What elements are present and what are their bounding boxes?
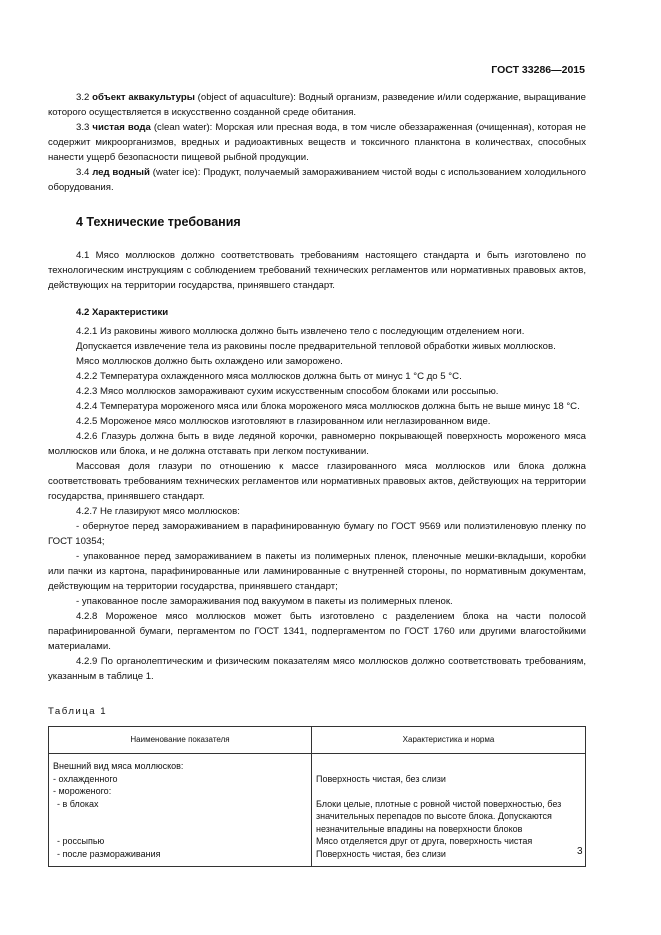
table-1 — [48, 726, 586, 867]
section-title: 4 Технические требования — [76, 215, 241, 229]
paragraph: 4.2.4 Температура мороженого мяса или блока мороженого мяса моллюсков должна быть не выше минус 18 °С. — [76, 401, 580, 412]
table-cell: Мясо отделяется друг от друга, поверхность чистая — [312, 835, 586, 848]
table-cell — [312, 785, 586, 798]
table-row — [49, 754, 586, 773]
table-caption: Таблица 1 — [48, 706, 108, 717]
paragraph: 4.2.2 Температура охлажденного мяса моллюсков должна быть от минус 1 °С до 5 °С. — [76, 371, 462, 382]
table-cell — [312, 754, 586, 773]
table-cell: Блоки целые, плотные с ровной чистой поверхностью, без значительных перепадов по высоте блока. Допускаются незначительные впадины на поверхности блоков — [312, 798, 586, 836]
definition-3-2: 3.2 объект аквакультуры (object of aquaculture): Водный организм, разведение и/или содержание, выращивание которого осуществляется в искусственно созданной среде обитания. — [48, 92, 586, 118]
table-cell: Поверхность чистая, без слизи — [312, 773, 586, 786]
table-row — [49, 835, 586, 848]
paragraph: 4.2.6 Глазурь должна быть в виде ледяной корочки, равномерно покрывающей поверхность мороженого мяса моллюсков или блока, и не должна отставать при легком постукивании. — [48, 431, 586, 457]
list-item: - упакованное после замораживания под вакуумом в пакеты из полимерных пленок. — [76, 596, 453, 607]
paragraph: Допускается извлечение тела из раковины после предварительной тепловой обработки живых моллюсков. — [76, 341, 556, 352]
table-cell: - в блоках — [49, 798, 312, 836]
table-cell: - охлажденного — [49, 773, 312, 786]
paragraph-4-1: 4.1 Мясо моллюсков должно соответствовать требованиям настоящего стандарта и быть изготовлено по технологическим инструкциям с соблюдением требований технических регламентов или нормативных правовых актов, действующих на территории государства, принявшего стандарт. — [48, 250, 586, 291]
table-row — [49, 773, 586, 786]
paragraph: 4.2.5 Мороженое мясо моллюсков изготовляют в глазированном или неглазированном виде. — [76, 416, 491, 427]
paragraph: 4.2.3 Мясо моллюсков замораживают сухим искусственным способом блоками или россыпью. — [76, 386, 499, 397]
definition-3-3: 3.3 чистая вода (clean water): Морская или пресная вода, в том числе обеззараженная (очищенная), которая не содержит микроорганизмов, вредных и радиоактивных веществ и токсичного планктона в количествах, способных нанести ущерб безопасности пищевой рыбной продукции. — [48, 122, 587, 163]
paragraph: 4.2.1 Из раковины живого моллюска должно быть извлечено тело с последующим отделением ноги. — [76, 326, 525, 337]
definition-3-4: 3.4 лед водный (water ice): Продукт, получаемый замораживанием чистой воды с использованием холодильного оборудования. — [48, 167, 586, 193]
table-cell: - мороженого: — [49, 785, 312, 798]
document-code: ГОСТ 33286—2015 — [491, 64, 585, 76]
table-header-cell: Наименование показателя — [49, 727, 312, 754]
paragraph: Массовая доля глазури по отношению к массе глазированного мяса моллюсков или блока должна соответствовать требованиям технических регламентов или нормативных правовых актов, действующих на территории государства, принявшего стандарт. — [48, 461, 586, 502]
table-cell: Поверхность чистая, без слизи — [312, 848, 586, 867]
paragraph: Мясо моллюсков должно быть охлаждено или заморожено. — [76, 356, 343, 367]
paragraph: 4.2.8 Мороженое мясо моллюсков может быть изготовлено с разделением блока на части полосой парафинированной бумаги, пергаментом по ГОСТ 1341, подпергаментом по ГОСТ 1760 или другими влагостойкими материалами. — [48, 611, 586, 652]
paragraph: 4.2.9 По органолептическим и физическим показателям мясо моллюсков должно соответствовать требованиям, указанным в таблице 1. — [48, 656, 586, 682]
page-content — [48, 90, 586, 867]
table-cell: Внешний вид мяса моллюсков: — [49, 754, 312, 773]
table-header-cell: Характеристика и норма — [312, 727, 586, 754]
subsection-title: 4.2 Характеристики — [76, 307, 169, 318]
table-row — [49, 785, 586, 798]
list-item: - обернутое перед замораживанием в парафинированную бумагу по ГОСТ 9569 или полиэтиленовую пленку по ГОСТ 10354; — [48, 521, 586, 547]
table-cell: - россыпью — [49, 835, 312, 848]
page-number: 3 — [577, 846, 583, 857]
list-item: - упакованное перед замораживанием в пакеты из полимерных пленок, пленочные мешки-вкладыши, коробки или пачки из картона, парафинированные или ламинированные с внутренней стороны, по нормативным документам, действующим на территории государства, принявшего стандарт; — [48, 551, 586, 592]
table-cell: - после размораживания — [49, 848, 312, 867]
table-row — [49, 848, 586, 867]
paragraph: 4.2.7 Не глазируют мясо моллюсков: — [76, 506, 240, 517]
table-row — [49, 798, 586, 836]
